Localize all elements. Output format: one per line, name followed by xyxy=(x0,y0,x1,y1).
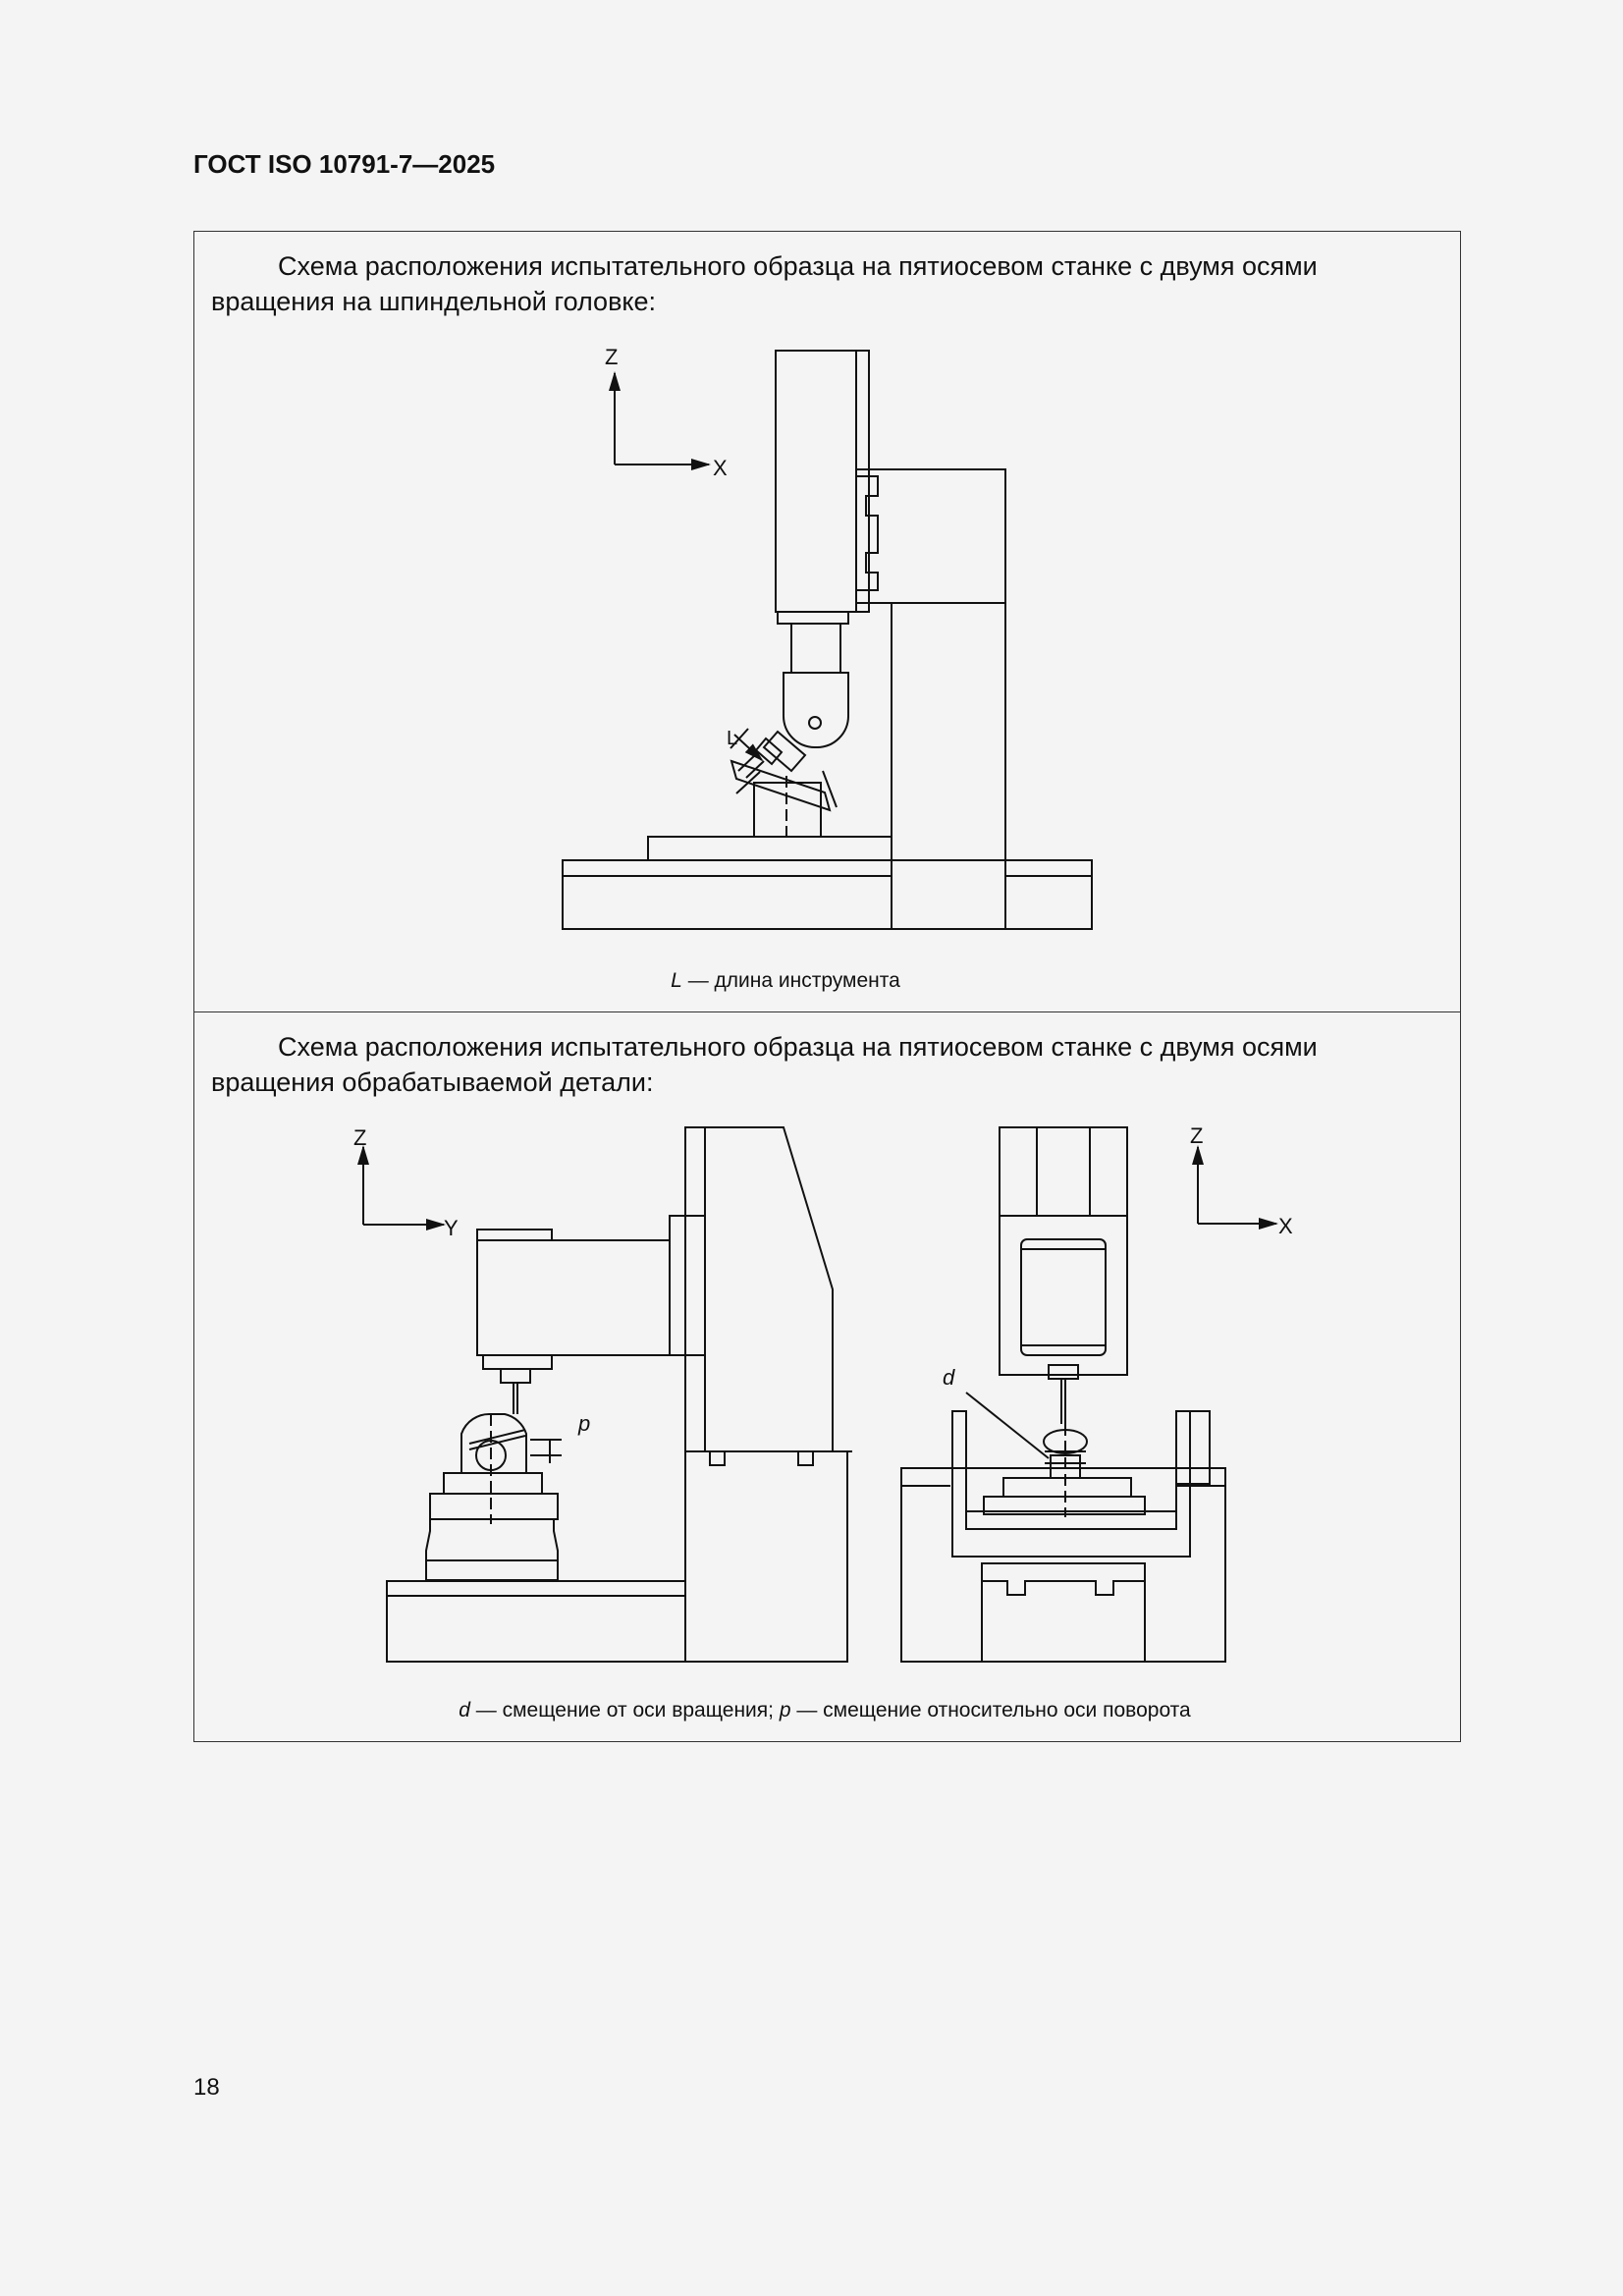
section1-caption: L — длина инструмента xyxy=(671,969,900,992)
machine-base-2 xyxy=(387,1596,685,1662)
offset-p-label: p xyxy=(578,1411,591,1436)
trunnion-table xyxy=(430,1494,558,1519)
axes-zx-1 xyxy=(615,373,709,465)
machine-column-2 xyxy=(685,1451,847,1662)
drawing-trunnion-front xyxy=(901,1127,1276,1662)
section2-caption: d — смещение от оси вращения; p — смещение относительно оси поворота xyxy=(459,1699,1191,1722)
axis-z-label-2: Z xyxy=(353,1125,367,1150)
spindle-housing-2 xyxy=(477,1240,670,1355)
section2-text: Схема расположения испытательного образца на пятиосевом станке с двумя осями вращения обрабатываемой детали: xyxy=(211,1032,1318,1097)
machine-column xyxy=(892,603,1005,929)
spindle-ram xyxy=(776,351,869,612)
document-header: ГОСТ ISO 10791-7—2025 xyxy=(193,149,496,179)
axis-x-label-1: X xyxy=(713,456,728,480)
axis-x-label-3: X xyxy=(1278,1214,1293,1238)
axes-zy xyxy=(363,1147,444,1225)
section1-text: Схема расположения испытательного образца на пятиосевом станке с двумя осями вращения на шпиндельной головке: xyxy=(211,251,1318,316)
dimension-l-label: L xyxy=(727,728,738,749)
trunnion-cradle xyxy=(952,1411,1190,1557)
page-number: 18 xyxy=(193,2074,220,2101)
drawing-trunnion-side xyxy=(363,1127,852,1662)
axis-z-label-3: Z xyxy=(1190,1123,1204,1148)
machine-column-3 xyxy=(1000,1127,1127,1375)
machine-table xyxy=(648,837,892,860)
machine-base xyxy=(563,860,1092,929)
drawing-spindle-head xyxy=(563,351,1092,929)
axis-y-label-2: Y xyxy=(444,1216,459,1240)
axes-zx-2 xyxy=(1198,1147,1276,1224)
offset-d-label: d xyxy=(943,1365,955,1390)
tilting-head xyxy=(784,673,848,747)
spindle-housing-3 xyxy=(1021,1239,1106,1355)
axis-z-label-1: Z xyxy=(605,345,619,369)
